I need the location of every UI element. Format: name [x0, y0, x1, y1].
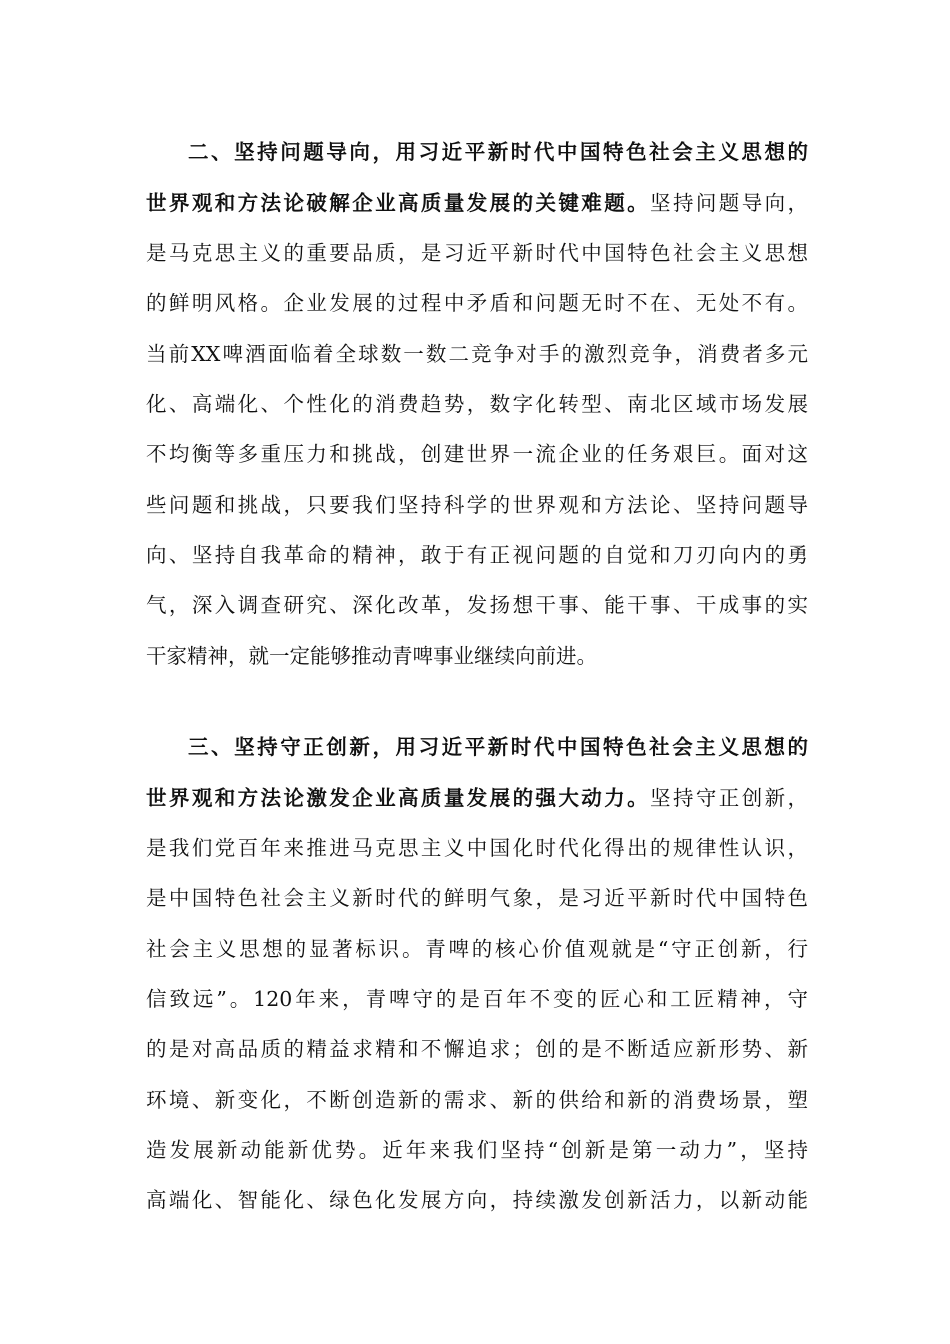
section2-line-2 [146, 183, 808, 223]
section2-heading-text: 二、坚持问题导向，用习近平新时代中国特色社会主义思想的 [188, 140, 808, 164]
section3-line-7 [146, 1029, 808, 1069]
section2-line-11 [146, 636, 808, 676]
section3-body-text: 的是对高品质的精益求精和不懈追求；创的是不断适应新形势、新 [146, 1037, 808, 1061]
section3-line-2 [146, 778, 808, 818]
section2-line-9 [146, 535, 808, 575]
section3-line-10 [146, 1180, 808, 1220]
section3-body-text: 社会主义思想的显著标识。青啤的核心价值观就是“守正创新，行 [146, 937, 808, 961]
section2-body-text: 不均衡等多重压力和挑战，创建世界一流企业的任务艰巨。面对这 [146, 442, 808, 466]
section2-body-text: 些问题和挑战，只要我们坚持科学的世界观和方法论、坚持问题导 [146, 493, 808, 517]
section2-line-7 [146, 434, 808, 474]
section3-heading-line-1 [188, 727, 808, 767]
section3-line-3 [146, 828, 808, 868]
section3-body-text: 造发展新动能新优势。近年来我们坚持“创新是第一动力”，坚持 [146, 1138, 808, 1162]
section2-body-text: 干家精神，就一定能够推动青啤事业继续向前进。 [146, 644, 597, 668]
section3-line-4 [146, 878, 808, 918]
section2-body-text: 向、坚持自我革命的精神，敢于有正视问题的自觉和刀刃向内的勇 [146, 543, 808, 567]
section2-line-10 [146, 585, 808, 625]
section3-body-text: 高端化、智能化、绿色化发展方向，持续激发创新活力，以新动能 [146, 1188, 808, 1212]
section2-body-text: 的鲜明风格。企业发展的过程中矛盾和问题无时不在、无处不有。 [146, 291, 808, 315]
section3-line-8 [146, 1080, 808, 1120]
section2-heading-line-1 [188, 132, 808, 172]
section3-body-text: 信致远”。120年来，青啤守的是百年不变的匠心和工匠精神，守 [146, 987, 808, 1011]
section2-line-5 [146, 334, 808, 374]
section3-line-9 [146, 1130, 808, 1170]
section2-line-8 [146, 485, 808, 525]
section3-line-5 [146, 929, 808, 969]
section2-line-6 [146, 384, 808, 424]
section2-line-4 [146, 283, 808, 323]
section2-body-text: 气，深入调查研究、深化改革，发扬想干事、能干事、干成事的实 [146, 593, 808, 617]
section3-heading-text-cont: 世界观和方法论激发企业高质量发展的强大动力。 [146, 786, 651, 810]
section2-body-text: 当前XX啤酒面临着全球数一数二竞争对手的激烈竞争，消费者多元 [146, 342, 808, 366]
section3-heading-text: 三、坚持守正创新，用习近平新时代中国特色社会主义思想的 [188, 735, 808, 759]
section3-body-text: 是我们党百年来推进马克思主义中国化时代化得出的规律性认识， [146, 836, 808, 860]
section3-body-text: 坚持守正创新， [650, 786, 809, 810]
section3-body-text: 环境、新变化，不断创造新的需求、新的供给和新的消费场景，塑 [146, 1088, 808, 1112]
section2-heading-text-cont: 世界观和方法论破解企业高质量发展的关键难题。 [146, 191, 651, 215]
section3-line-6 [146, 979, 808, 1019]
section2-body-text: 是马克思主义的重要品质，是习近平新时代中国特色社会主义思想 [146, 241, 808, 265]
section3-body-text: 是中国特色社会主义新时代的鲜明气象，是习近平新时代中国特色 [146, 886, 808, 910]
section2-body-text: 化、高端化、个性化的消费趋势，数字化转型、南北区域市场发展 [146, 392, 808, 416]
section2-body-text: 坚持问题导向， [650, 191, 809, 215]
section2-line-3 [146, 233, 808, 273]
